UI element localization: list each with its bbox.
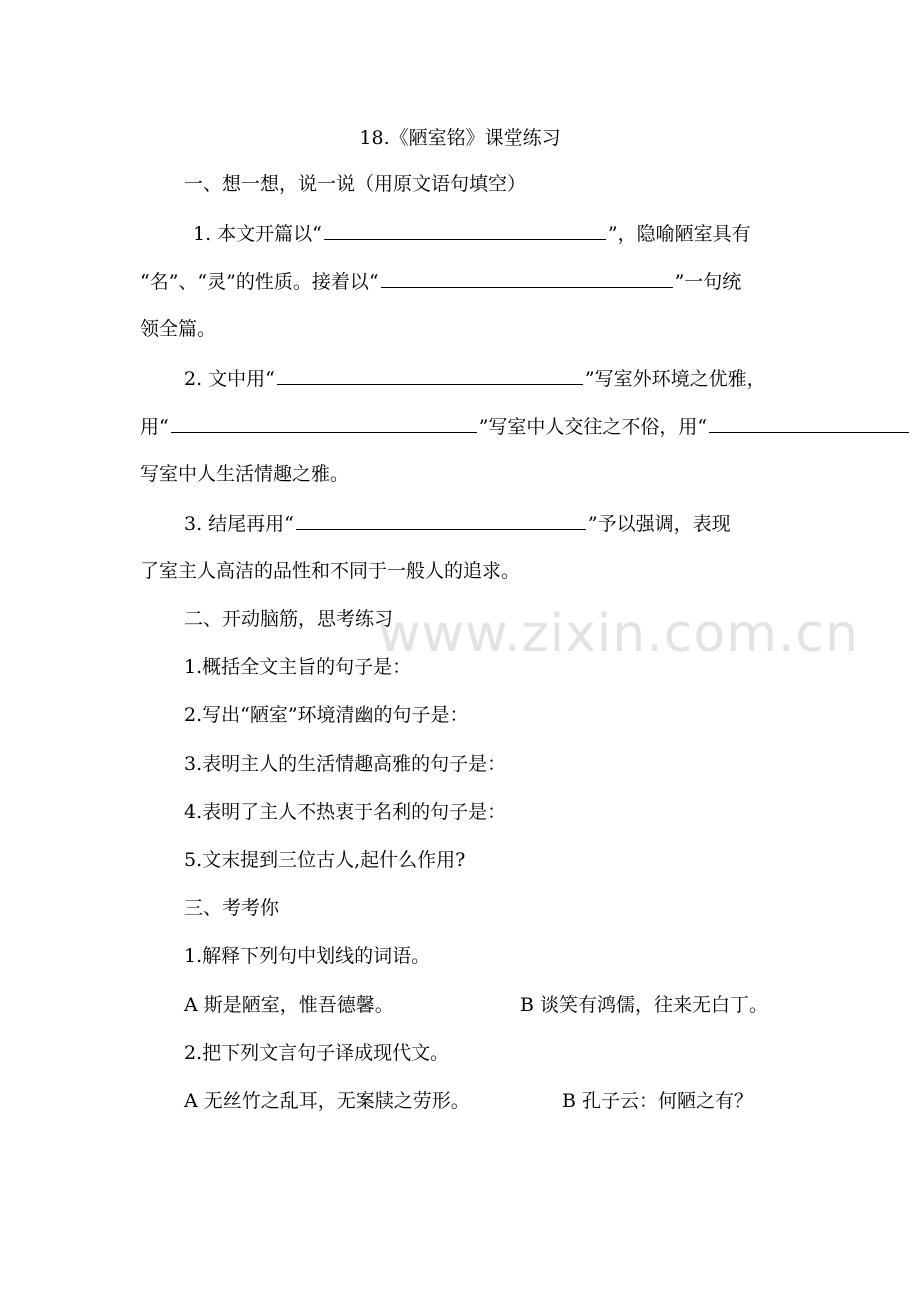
s1-q1-blank-1[interactable] — [324, 221, 606, 240]
page-title: 18.《陋室铭》课堂练习 — [359, 127, 561, 149]
s1-q1-text-d: ”一句统 — [674, 271, 742, 293]
s1-question-1-line-2 — [140, 269, 741, 294]
s3-q2-option-b: B 孔子云：何陋之有？ — [562, 1090, 754, 1112]
s2-item: 5.文末提到三位古人,起什么作用? — [184, 849, 466, 871]
s1-question-1-line-3: 领全篇。 — [140, 318, 217, 340]
s1-q3-text-b: ”予以强调，表现 — [587, 513, 731, 535]
s1-q3-text-a: 3. 结尾再用“ — [184, 513, 294, 535]
s1-question-2-line-2 — [140, 414, 911, 439]
s1-q1-text-b: ”，隐喻陋室具有 — [607, 223, 751, 245]
section-1-heading: 一、想一想，说一说（用原文语句填空） — [184, 173, 527, 195]
s3-q1-option-a: A 斯是陋室，惟吾德馨。 — [184, 994, 394, 1016]
s1-q2-text-d: ”写室中人交往之不俗，用“ — [478, 416, 708, 438]
s1-q2-text-a: 2. 文中用“ — [184, 368, 275, 390]
s2-item: 4.表明了主人不热衷于名利的句子是： — [184, 801, 507, 823]
s2-item: 1.概括全文主旨的句子是： — [184, 656, 412, 678]
s1-q3-blank-1[interactable] — [296, 511, 586, 530]
s1-question-2-line-1 — [184, 366, 766, 391]
s1-q2-blank-3[interactable] — [709, 414, 909, 433]
s1-question-3-line-1 — [184, 511, 731, 536]
section-2-heading: 二、开动脑筋，思考练习 — [184, 608, 394, 630]
s3-q2-option-a: A 无丝竹之乱耳，无案牍之劳形。 — [184, 1090, 470, 1112]
s1-question-1-line-1 — [193, 221, 751, 246]
s3-q1-option-b: B 谈笑有鸿儒，往来无白丁。 — [520, 994, 769, 1016]
s1-q1-text-a: 1. 本文开篇以“ — [193, 223, 322, 245]
s1-question-3-line-2: 了室主人高洁的品性和不同于一般人的追求。 — [140, 560, 521, 582]
watermark: www.zixin.com.cn — [378, 604, 859, 664]
s1-q2-blank-1[interactable] — [277, 366, 583, 385]
s1-q2-text-c: 用“ — [140, 416, 169, 438]
s1-question-2-line-3: 写室中人生活情趣之雅。 — [140, 463, 350, 485]
s1-q2-blank-2[interactable] — [171, 414, 477, 433]
section-3-heading: 三、考考你 — [184, 897, 280, 919]
s3-question-1: 1.解释下列句中划线的词语。 — [184, 945, 431, 967]
s2-item: 2.写出“陋室”环境清幽的句子是： — [184, 704, 469, 726]
s1-q2-text-b: ”写室外环境之优雅， — [584, 368, 766, 390]
s2-item: 3.表明主人的生活情趣高雅的句子是： — [184, 753, 507, 775]
s1-q1-blank-2[interactable] — [381, 269, 673, 288]
s1-q1-text-c: “名”、“灵”的性质。接着以“ — [140, 271, 379, 293]
s3-question-2: 2.把下列文言句子译成现代文。 — [184, 1042, 450, 1064]
